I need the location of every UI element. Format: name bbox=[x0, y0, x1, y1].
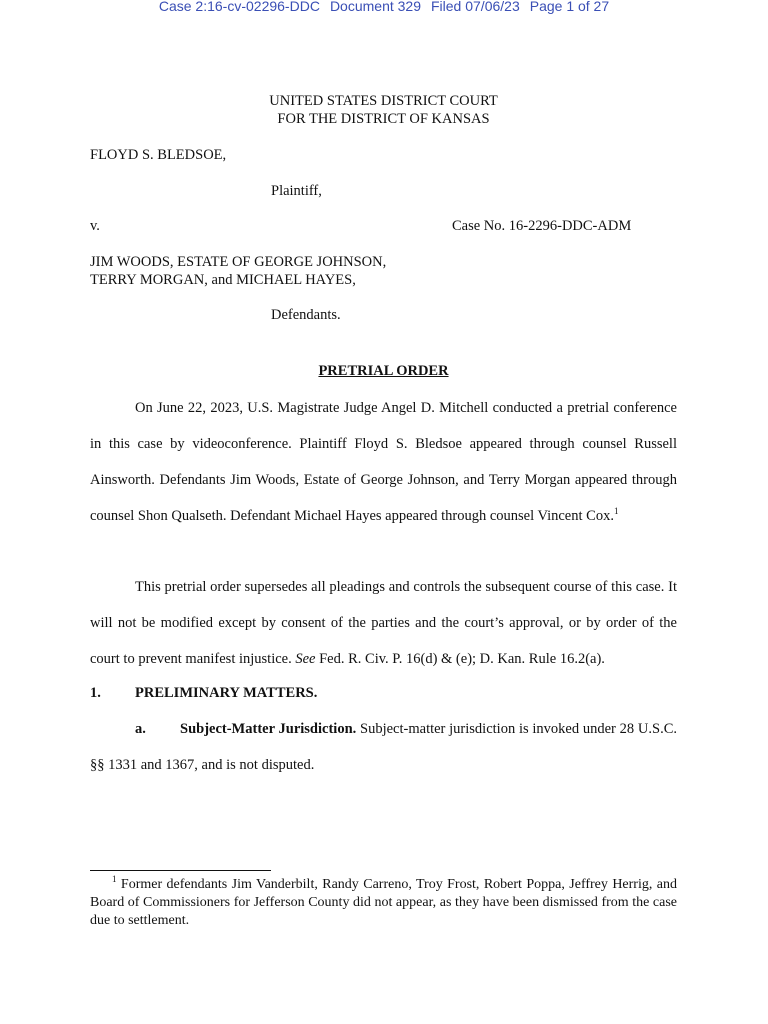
paragraph-conference-text: On June 22, 2023, U.S. Magistrate Judge Angel D. Mitchell conducted a pretrial conference in this case by videoconference. Plaintiff Floyd S. Bledsoe appeared through counsel Russell Ainsworth. Defendants Jim Woods, Estate of George Johnson, and Terry Morgan appeared through counsel Shon Qualseth. Defendant Michael Hayes appeared through counsel Vincent Cox. bbox=[90, 400, 677, 524]
section-number: 1. bbox=[90, 685, 101, 701]
subsection-heading: Subject-Matter Jurisdiction. bbox=[180, 721, 357, 737]
subsection-jurisdiction bbox=[90, 711, 677, 783]
ecf-header bbox=[0, 0, 768, 14]
plaintiff-name: FLOYD S. BLEDSOE, bbox=[90, 147, 227, 163]
footnote-divider bbox=[90, 870, 271, 871]
case-number: Case No. 16-2296-DDC-ADM bbox=[452, 218, 632, 234]
header-document-number: Document 329 bbox=[329, 0, 421, 14]
header-page-count: Page 1 of 27 bbox=[529, 0, 610, 14]
paragraph-conference bbox=[90, 390, 677, 534]
section-heading: PRELIMINARY MATTERS. bbox=[135, 685, 318, 701]
defendants-role: Defendants. bbox=[271, 307, 341, 323]
header-case-number: Case 2:16-cv-02296-DDC bbox=[158, 0, 320, 14]
paragraph-supersedes-text: This pretrial order supersedes all pleadings and controls the subsequent course of this case. It will not be modified except by consent of the parties and the court’s approval, or by order of the court to prevent manifest injustice. bbox=[90, 579, 677, 667]
footnote-marker: 1 bbox=[112, 874, 117, 884]
footnote-reference[interactable]: 1 bbox=[613, 506, 619, 516]
defendants-line-1: JIM WOODS, ESTATE OF GEORGE JOHNSON, bbox=[90, 254, 387, 270]
plaintiff-role: Plaintiff, bbox=[271, 183, 322, 199]
court-district: FOR THE DISTRICT OF KANSAS bbox=[277, 111, 490, 127]
subsection-letter: a. bbox=[135, 721, 146, 737]
paragraph-supersedes bbox=[90, 569, 677, 677]
subsection-text-1: Subject-matter jurisdiction is invoked under 28 bbox=[356, 721, 635, 737]
document-title: PRETRIAL ORDER bbox=[318, 363, 449, 379]
defendants-line-2: TERRY MORGAN, and MICHAEL HAYES, bbox=[90, 272, 356, 288]
subsection-text-2: U.S.C. §§ 1331 and 1367, and is not disputed. bbox=[90, 721, 678, 773]
see-signal: See bbox=[295, 651, 316, 667]
court-name: UNITED STATES DISTRICT COURT bbox=[269, 93, 498, 109]
header-filed-date: Filed 07/06/23 bbox=[431, 0, 520, 14]
footnote-text: Former defendants Jim Vanderbilt, Randy Carreno, Troy Frost, Robert Poppa, Jeffrey Herrig, and Board of Commissioners for Jefferson County did not appear, as they have been dismissed from the case due to settlement. bbox=[90, 877, 677, 928]
rule-citation: Fed. R. Civ. P. 16(d) & (e); D. Kan. Rule 16.2(a). bbox=[315, 651, 605, 667]
footnote bbox=[90, 876, 677, 930]
versus: v. bbox=[90, 218, 100, 234]
